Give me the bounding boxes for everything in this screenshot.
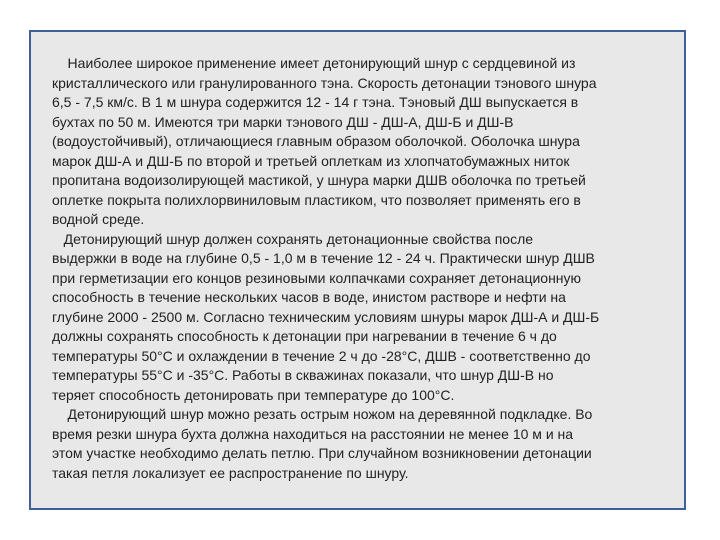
text-line: выдержки в воде на глубине 0,5 - 1,0 м в течение 12 - 24 ч. Практически шнур ДШВ	[52, 250, 595, 266]
text-line: должны сохранять способность к детонации при нагревании в течение 6 ч до	[52, 328, 557, 344]
text-line: температуры 50°С и охлаждении в течение 2 ч до -28°С, ДШВ - соответственно до	[52, 347, 591, 364]
text-line: марок ДШ-А и ДШ-Б по второй и третьей оплеткам из хлопчатобумажных ниток	[52, 152, 570, 169]
text-line: способность в течение нескольких часов в воде, инистом растворе и нефти на	[52, 289, 566, 305]
text-line: водной среде.	[52, 211, 145, 227]
text-line: при герметизации его концов резиновыми колпачками сохраняет детонационную	[52, 269, 582, 286]
text-line: Детонирующий шнур должен сохранять детонационные свойства после	[52, 230, 534, 247]
text-line: оплетке покрыта полихлорвиниловым пластиком, что позволяет применять его в	[52, 191, 581, 208]
body-text	[52, 54, 678, 483]
paragraph-2	[52, 230, 678, 406]
text-line: время резки шнура бухта должна находиться на расстоянии не менее 10 м и на	[52, 425, 574, 442]
text-line: такая петля локализует ее распространение по шнуру.	[52, 464, 409, 481]
text-line: Детонирующий шнур можно резать острым ножом на деревянной подкладке. Во	[52, 406, 593, 422]
text-line: (водоустойчивый), отличающиеся главным образом оболочкой. Оболочка шнура	[52, 133, 580, 149]
text-line: температуры 55°С и -35°С. Работы в скважинах показали, что шнур ДШ-В но	[52, 367, 554, 383]
text-line: кристаллического или гранулированного тэна. Скорость детонации тэнового шнура	[52, 74, 597, 91]
text-line: 6,5 - 7,5 км/с. В 1 м шнура содержится 12 - 14 г тэна. Тэновый ДШ выпускается в	[52, 94, 579, 110]
text-line: глубине 2000 - 2500 м. Согласно техническим условиям шнуры марок ДШ-А и ДШ-Б	[52, 308, 600, 325]
paragraph-3	[52, 405, 678, 483]
text-line: бухтах по 50 м. Имеются три марки тэнового ДШ - ДШ-А, ДШ-Б и ДШ-В	[52, 113, 514, 130]
text-line: этом участке необходимо делать петлю. При случайном возникновении детонации	[52, 445, 592, 461]
text-line: теряет способность детонировать при температуре до 100°С.	[52, 386, 455, 403]
text-line: Наиболее широкое применение имеет детонирующий шнур с сердцевиной из	[52, 55, 576, 71]
text-line: пропитана водоизолирующей мастикой, у шнура марки ДШВ оболочка по третьей	[52, 172, 586, 188]
paragraph-1	[52, 54, 678, 230]
text-panel	[29, 30, 686, 510]
